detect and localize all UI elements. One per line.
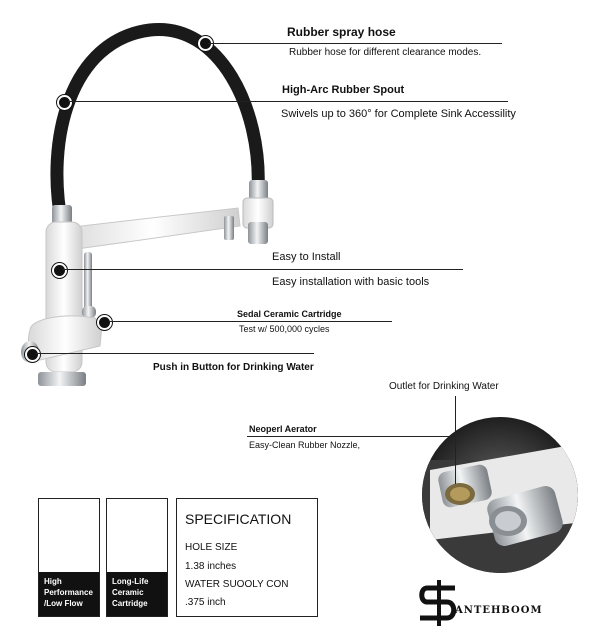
- feature-flow-box: [38, 498, 100, 617]
- spout-desc: Swivels up to 360° for Complete Sink Accessility: [281, 108, 516, 120]
- spout-title: High-Arc Rubber Spout: [282, 84, 405, 96]
- spray-hose-title: Rubber spray hose: [287, 25, 396, 39]
- feature-flow-line2: Performance: [44, 588, 93, 597]
- push-button-line: [36, 353, 314, 354]
- spray-hose-desc: Rubber hose for different clearance modes.: [289, 47, 482, 58]
- push-button-marker: [25, 347, 40, 362]
- cartridge-desc: Test w/ 500,000 cycles: [239, 324, 330, 334]
- cartridge-marker: [97, 315, 112, 330]
- spec-hole-size-label: HOLE SIZE: [185, 542, 238, 553]
- feature-flow-line1: High: [44, 577, 62, 586]
- feature-cartridge-line2: Ceramic: [112, 588, 144, 597]
- feature-flow-line3: /Low Flow: [44, 599, 83, 608]
- spec-water-supply-label: WATER SUOOLY CON: [185, 579, 289, 590]
- spout-line: [68, 101, 508, 102]
- install-desc: Easy installation with basic tools: [272, 276, 430, 288]
- outlet-title: Outlet for Drinking Water: [389, 381, 499, 392]
- spray-hose-line: [208, 43, 502, 44]
- aerator-desc: Easy-Clean Rubber Nozzle,: [249, 440, 361, 450]
- spec-water-supply-value: .375 inch: [185, 597, 226, 608]
- cartridge-line: [108, 321, 392, 322]
- aerator-closeup-photo: [420, 417, 600, 580]
- feature-flow-label: [39, 572, 99, 616]
- feature-cartridge-line1: Long-Life: [112, 577, 149, 586]
- specification-box: [176, 498, 318, 617]
- brand-logo-icon: [420, 580, 455, 626]
- install-title: Easy to Install: [272, 251, 341, 263]
- install-line: [63, 269, 463, 270]
- cartridge-title: Sedal Ceramic Cartridge: [237, 309, 342, 319]
- feature-cartridge-label: [107, 572, 167, 616]
- spec-hole-size-value: 1.38 inches: [185, 561, 237, 572]
- push-button-title: Push in Button for Drinking Water: [153, 362, 314, 373]
- install-marker: [52, 263, 67, 278]
- spec-heading: SPECIFICATION: [185, 511, 292, 527]
- feature-cartridge-line3: Cartridge: [112, 599, 148, 608]
- outlet-line: [455, 396, 456, 484]
- feature-cartridge-box: [106, 498, 168, 617]
- spout-marker: [57, 95, 72, 110]
- aerator-line: [247, 436, 452, 437]
- aerator-title: Neoperl Aerator: [249, 424, 317, 434]
- brand-name: ANTEHBOOM: [455, 605, 543, 616]
